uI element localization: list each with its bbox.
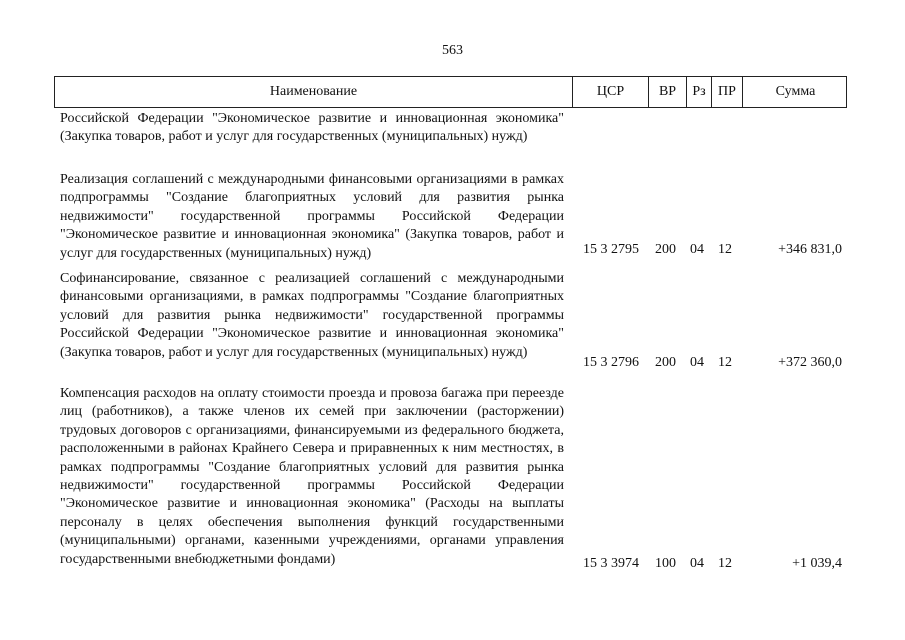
header-rz: Рз: [686, 77, 711, 107]
header-vr: ВР: [648, 77, 686, 107]
table-row: [0, 110, 905, 166]
header-sum: Сумма: [742, 77, 848, 107]
row-vr: 200: [655, 242, 676, 257]
row-csr: 15 3 2796: [583, 355, 639, 370]
row-csr: 15 3 3974: [583, 556, 639, 571]
row-sum: +1 039,4: [792, 556, 842, 571]
row-name: Софинансирование, связанное с реализацией соглашений с международными финансовыми организациями, в рамках подпрограммы "Создание благоприятных условий для развития рынка недвижимости" государственной программы Российской Федерации "Экономическое развитие и инновационная экономика" (Закупка товаров, работ и услуг для государственных (муниципальных) нужд): [60, 271, 564, 360]
header-name: Наименование: [269, 84, 358, 99]
header-pr: ПР: [711, 77, 742, 107]
row-rz: 04: [690, 355, 704, 370]
row-pr: 12: [718, 242, 732, 257]
table-header: [54, 76, 847, 108]
row-name: Реализация соглашений с международными финансовыми организациями в рамках подпрограммы "Создание благоприятных условий для развития рынка недвижимости" государственной программы Российской Федерации "Экономическое развитие и инновационная экономика" (Закупка товаров, работ и услуг для государственных (муниципальных) нужд): [60, 172, 564, 261]
table-row: [0, 385, 905, 585]
row-csr: 15 3 2795: [583, 242, 639, 257]
row-name: Российской Федерации "Экономическое развитие и инновационная экономика" (Закупка товаров, работ и услуг для государственных (муниципальных) нужд): [60, 111, 564, 145]
page-number: 563: [442, 43, 463, 58]
row-name: Компенсация расходов на оплату стоимости проезда и провоза багажа при переезде лиц (работников), а также членов их семей при заключении (расторжении) трудовых договоров с организациями, финансируемыми из федерального бюджета, расположенными в районах Крайнего Севера и приравненных к ним местностях, в рамках подпрограммы "Создание благоприятных условий для развития рынка недвижимости" государственной программы Российской Федерации "Экономическое развитие и инновационная экономика" (Расходы на выплаты персоналу в целях обеспечения выполнения функций государственными (муниципальными) органами, казенными учреждениями, органами управления государственными внебюджетными фондами): [60, 386, 564, 567]
row-vr: 100: [655, 556, 676, 571]
row-sum: +372 360,0: [778, 355, 842, 370]
row-vr: 200: [655, 355, 676, 370]
header-csr: ЦСР: [572, 77, 648, 107]
row-rz: 04: [690, 556, 704, 571]
row-rz: 04: [690, 242, 704, 257]
row-sum: +346 831,0: [778, 242, 842, 257]
table-row: [0, 270, 905, 380]
row-pr: 12: [718, 355, 732, 370]
row-pr: 12: [718, 556, 732, 571]
table-row: [0, 171, 905, 263]
